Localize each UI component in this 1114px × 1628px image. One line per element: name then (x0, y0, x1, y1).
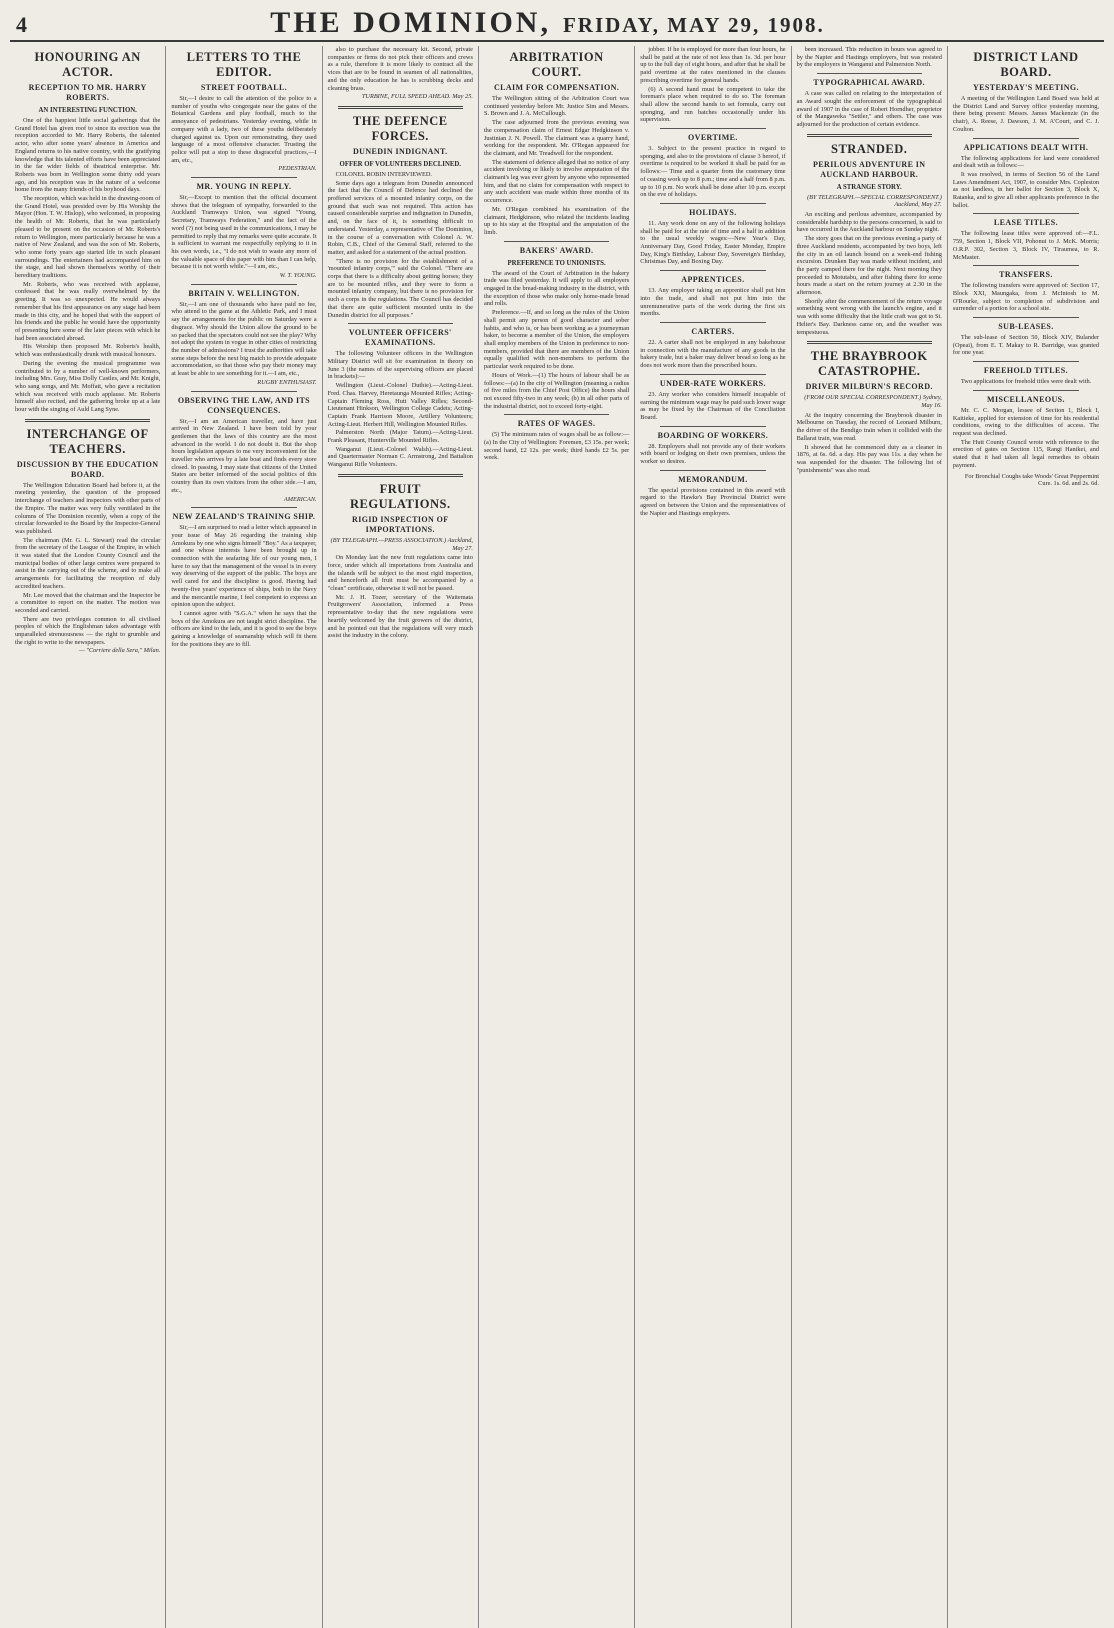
article-paragraph: His Worship then proposed Mr. Roberts's health, which was enthusiastically drunk with musical honours. (15, 343, 161, 359)
article-paragraph: I cannot agree with "S.G.A." when he says that the boys of the Amokura are not taught strict discipline. The officers are kind to the lads, and it is good to see the boys gaining a knowledge of seamanship which will fit them for the positions they are to fill. (171, 609, 317, 648)
column-5 (635, 46, 791, 1628)
article-section (328, 106, 473, 319)
article-section (171, 50, 316, 173)
article-divider (660, 426, 765, 427)
article-paragraph: Hours of Work.—(1) The hours of labour shall be as follows:—(a) In the city of Wellington (meaning a radius of five miles from the Chief Post Office) the hours shall not exceed fifty-two in any week; (b) in all other parts of the industrial district, not to exceed forty-eight. (483, 371, 630, 410)
article-section (640, 46, 785, 124)
letter-signature: W. T. YOUNG. (279, 272, 317, 280)
column-6 (792, 46, 948, 1628)
article-headline: FRUIT REGULATIONS. (349, 481, 451, 511)
article-paragraph: also to purchase the necessary kit. Second, private companies or firms do not pick their officers and crews as a rule, therefore it is more likely to contract all the vices that are to be found in seamen of all nationalities, and the only education he has is scrubbing decks and cleaning brass. (327, 46, 473, 92)
article-headline: ARBITRATION COURT. (509, 50, 604, 79)
article-section (640, 270, 785, 318)
article-paragraph: jobber. If he is employed for more than four hours, he shall be paid at the rate of not less than 1s. 3d. per hour up to the full day of eight hours, and after that he shall be paid overtime at the rates mentioned in the clauses prescribing overtime for general hands. (640, 46, 786, 84)
article-subheading: CARTERS. (691, 326, 735, 336)
article-headline: LETTERS TO THE EDITOR. (186, 50, 302, 79)
article-paragraph: It was resolved, in terms of Section 56 of the Land Laws Amendment Act, 1907, to consider Mrs. Copleston as not landless, in her ballot for Section 3, Block X, Ratanka, and to give all other applicants preference in the ballot. (952, 170, 1100, 209)
article-section (640, 470, 785, 518)
article-paragraph: The reception, which was held in the drawing-room of the Grand Hotel, was presided over by His Worship the Mayor (Hon. T. W. Hislop), who welcomed, in proposing the health of Mr. Roberts, that he was particularly pleased to be present on the occasion of Mr. Roberts's return to Wellington, more particularly because he was a native of New Zealand, and was the son of Mr. Roberts, who some forty years ago started life in such pleasant surroundings. The entertainers had accompanied him on the stage, and had shown themselves worthy of their hereditary traditions. (15, 195, 161, 280)
article-paragraph: 13. Any employer taking an apprentice shall put him into the trade, and shall not put him into the unremunerative parts of the work during the first six months. (640, 287, 786, 318)
article-paragraph: The following applications for land were considered and dealt with as follows:— (952, 154, 1100, 170)
article-section (328, 323, 473, 469)
article-paragraph: The sub-lease of Section 50, Block XIV, Bulander (Opeai), from E. T. Makay to R. Barridge, was granted for one year. (952, 334, 1100, 357)
article-subheading: BRITAIN V. WELLINGTON. (188, 288, 300, 298)
article-paragraph: Mr. C. C. Morgan, lessee of Section 1, Block I, Kaitieke, applied for extension of time for his residential conditions, owing to the difficulties of access. The request was declined. (952, 406, 1100, 437)
column-2 (166, 46, 322, 1628)
article-section (953, 50, 1099, 134)
article-subsubheading: AN INTERESTING FUNCTION. (38, 107, 137, 114)
article-paragraph: 22. A carter shall not be employed in any bakehouse in connection with the manufacture of any goods in the bakery trade, but a baker may deliver bread so long as he does not work more than the prescribed hours. (640, 338, 786, 370)
article-section (640, 322, 785, 370)
article-divider (660, 270, 765, 271)
article-divider (817, 73, 922, 74)
article-subheading: YESTERDAY'S MEETING. (972, 83, 1079, 92)
article-divider (973, 361, 1079, 362)
article-paragraph: The statement of defence alleged that no notice of any accident involving or likely to involve amputation of the claimant's leg was ever given by anyone who represented him, and that no claim for compensation with respect to any such accident was made within three months of its occurrence. (483, 158, 630, 205)
article-subheading: RIGID INSPECTION OF IMPORTATIONS. (352, 514, 449, 534)
article-divider (660, 322, 765, 323)
section-divider (338, 474, 463, 477)
advertisement-line: For Bronchial Coughs take Woods' Great Peppermint Cure. 1s. 6d. and 2s. 6d. (964, 472, 1100, 488)
article-subheading: LEASE TITLES. (993, 218, 1059, 228)
section-divider (338, 106, 463, 109)
columns-container (10, 46, 1104, 1628)
article-subheading: RECEPTION TO MR. HARRY ROBERTS. (28, 83, 147, 102)
article-paragraph: There are two privileges common to all civilised peoples of which the Englishman takes advantage with unparalleled strenuousness — the right to grumble and the right to write to the newspapers. (15, 615, 161, 646)
article-paragraph: 3. Subject to the present practice in regard to sponging, and also to the provisions of clause 3 hereof, if overtime is required to be worked it shall be paid for as follows:— Time and a quarter from the customary time of ceasing work up to 8 p.m.; time and a half from 8 p.m. up to 10 p.m. No work shall be done after 10 p.m. except on the eve of holidays. (640, 145, 786, 199)
article-paragraph: The special provisions contained in this award with regard to the Hawke's Bay Provincial District were agreed on between the Union and the representatives of the Napier and Hastings employers. (640, 486, 786, 517)
article-subheading: UNDER-RATE WORKERS. (659, 378, 766, 388)
article-divider (191, 391, 296, 392)
column-1 (10, 46, 166, 1628)
article-paragraph: Sir,—Except to mention that the official document shows that the telegram of sympathy, forwarded to the Auckland Tramways Union, was signed "Young, Secretary, Tramways Federation," and the fact of the word (?) not being used in the communications, I may be permitted to reply that my remarks were quite accurate. It is sufficient to warrant me respectfully replying to it in his own words, i.e., "I do not wish to waste any more of the valuable space of this paper with him than I can help, because it is not worth while."—I am, etc., (171, 194, 317, 271)
article-subheading: MISCELLANEOUS. (987, 394, 1065, 404)
article-subsubheading: OFFER OF VOLUNTEERS DECLINED. (339, 160, 462, 168)
article-paragraph: The award of the Court of Arbitration in the bakery trade was filed yesterday. It will apply to all employers engaged in the bread-making industry in the district, with the exception of those who make only home-made bread and rolls. (483, 269, 630, 308)
article-paragraph: Wanganui (Lieut.-Colonel Walsh).—Acting-Lieut. and Quartermaster Norman C. Armstrong, 2nd Battalion Wanganui Rifle Volunteers. (327, 445, 473, 469)
article-headline: STRANDED. (831, 141, 908, 156)
article-paragraph: Mr. O'Regan combined his examination of the claimant, Hedgkinson, who related the incidents leading up to his stay at the Hospital and the amputation of the limb. (483, 205, 630, 236)
article-paragraph: COLONEL ROBIN INTERVIEWED. (335, 170, 432, 178)
article-subheading: TYPOGRAPHICAL AWARD. (813, 78, 925, 88)
article-section (328, 46, 473, 101)
article-subheading: FREEHOLD TITLES. (983, 366, 1068, 376)
article-subheading: MR. YOUNG IN REPLY. (196, 182, 292, 192)
article-section (953, 390, 1099, 470)
article-divider (504, 241, 609, 242)
article-paragraph: The following lease titles were approved of:—F.L. 759, Section 1, Block VII, Pohonui to J. McK. Morris; O.R.P. 302, Section 3, Block IV, Tiraumea, to R. McMaster. (952, 230, 1100, 261)
article-section (953, 138, 1099, 210)
article-dateline: (BY TELEGRAPH.—PRESS ASSOCIATION.) Auckland, May 27. (330, 536, 473, 552)
article-subheading: DISCUSSION BY THE EDUCATION BOARD. (16, 459, 159, 479)
article-divider (973, 317, 1079, 318)
article-section (15, 419, 160, 655)
article-paragraph: At the inquiry concerning the Braybrook disaster in Melbourne on Tuesday, the record of Leonard Milburn, the driver of the Bendigo train when it collided with the Ballarat train, was read. (796, 411, 942, 442)
article-subsubheading: A STRANGE STORY. (836, 183, 902, 191)
column-4 (479, 46, 635, 1628)
article-paragraph: Preference.—If, and so long as the rules of the Union shall permit any person of good character and sober habits, and who is, or has been working as a journeyman baker, to become a member of the Union, the employers shall employ members of the Union in preference to non-members, provided that there are members of the Union equally qualified with non-members to perform the particular work required to be done. (483, 309, 630, 371)
masthead-title-group (270, 6, 824, 40)
article-section (640, 426, 785, 466)
letter-signature: PEDESTRIAN. (278, 165, 317, 173)
article-section (640, 203, 785, 266)
article-paragraph: been increased. This reduction in hours was agreed to by the Napier and Hastings employers, but was resisted by the employers in Wanganui and Palmerston North. (796, 46, 942, 69)
article-subheading: HOLIDAYS. (689, 207, 737, 217)
article-subheading: STREET FOOTBALL. (200, 83, 288, 92)
letter-signature: AMERICAN. (283, 495, 317, 503)
article-paragraph: Mr. Lee moved that the chairman and the Inspector be a committee to report on the matter. The motion was seconded and carried. (15, 591, 161, 614)
article-divider (973, 265, 1079, 266)
article-paragraph: Wellington (Lieut.-Colonel Duthie).—Acting-Lieut. Fred. Chas. Harvey, Heretaunga Mounted Rifles; Acting-Captain Fleming Ross, Hutt Valley Rifles; Second-Lieutenant Hinkson, Wellington College Cadets; Acting-Captain Frank Harrison Moore, Artillery Volunteers; Acting-Lieut. Herbert Hill, Wellington Mounted Rifles. (327, 382, 473, 428)
article-headline: THE BRAYBROOK CATASTROPHE. (810, 349, 928, 379)
article-subheading: RATES OF WAGES. (517, 419, 596, 429)
article-divider (504, 414, 609, 415)
article-divider (660, 470, 765, 471)
article-section (953, 213, 1099, 261)
masthead (10, 6, 1104, 42)
article-divider (660, 128, 765, 129)
article-subheading: VOLUNTEER OFFICERS' EXAMINATIONS. (348, 328, 452, 348)
article-section (797, 73, 942, 129)
article-paragraph: 11. Any work done on any of the following holidays shall be paid for at the rate of time and a half in addition to the usual weekly wages:—New Year's Day, Anniversary Day, Good Friday, Easter Monday, Empire Day, King's Birthday, Labour Day, Sovereign's Birthday, Christmas Day, and Boxing Day. (640, 219, 786, 266)
article-section (640, 374, 785, 422)
article-section (171, 507, 316, 648)
article-divider (660, 374, 765, 375)
article-paragraph: An exciting and perilous adventure, accompanied by considerable hardship to the persons concerned, is said to have occurred in the Auckland harbour on Sunday night. (796, 211, 942, 234)
article-headline: HONOURING AN ACTOR. (34, 50, 141, 79)
article-paragraph: The chairman (Mr. G. L. Stewart) read the circular from the secretary of the League of the Empire, in which it was stated that the London County Council and the municipal bodies of other large centres were prepared to assist in the carrying out of the scheme, and to make all arrangements for facilitating the reception of duly accredited teachers. (15, 536, 161, 590)
article-dateline: (BY TELEGRAPH.—SPECIAL CORRESPONDENT.) Auckland, May 27. (807, 193, 942, 209)
article-headline: THE DEFENCE FORCES. (352, 113, 448, 143)
article-paragraph: A meeting of the Wellington Land Board was held at the District Land and Survey office yesterday morning, there being present: Messrs. James Mackenzie (in the chair), A. Reese, J. Dawson, J. M. A'Court, and C. J. Coulton. (952, 95, 1100, 133)
article-section (328, 474, 473, 640)
article-subheading: OBSERVING THE LAW, AND ITS CONSEQUENCES. (177, 395, 311, 415)
article-divider (191, 177, 296, 178)
article-paragraph: Mr. Roberts, who was received with applause, confessed that he was really overwhelmed by the greeting. It was so unexpected. He would always remember that his first appearance on any stage had been made in this city, and he hoped that with the support of his friends and the public he would have the opportunity of presenting here some of the later pieces with which he had been associated abroad. (15, 280, 161, 342)
article-subheading: DRIVER MILBURN'S RECORD. (805, 382, 933, 392)
article-paragraph: Sir,—I am one of thousands who have paid no fee, who attend to the game at the Athletic Park, and I must say the arrangements for the public on Saturday were a disgrace. Why should the Union allow the ground to be so packed that the spectators could not see the play? Why not adopt the system in vogue in other cities of restricting the number of admissions? I trust the authorities will take some steps before the next big match to provide adequate accommodation, so that those who pay their money may at least be able to see something for it.—I am, etc., (171, 300, 317, 378)
article-section (15, 50, 160, 414)
article-section (953, 265, 1099, 313)
article-subheading: BAKERS' AWARD. (519, 245, 594, 255)
article-paragraph: Shortly after the commencement of the return voyage something went wrong with the launch's engine, and it was with some difficulty that the little craft was got to St. Helier's Bay. Darkness came on, and the weather was tempestuous. (796, 297, 942, 336)
article-paragraph: Some days ago a telegram from Dunedin announced the fact that the Council of Defence had declined the proffered services of a mounted infantry corps, on the ground that such was not required. This action has caused considerable surprise and indignation in Dunedin, and, on the face of it, is something difficult to understand. Yesterday, a representative of The Dominion, in the course of a conversation with Colonel A. W. Robin, C.B., Chief of the General Staff, referred to the matter, and asked for a statement of the actual position. (327, 179, 473, 256)
article-section (484, 241, 629, 411)
newspaper-title: THE DOMINION, (270, 6, 551, 39)
section-divider (807, 341, 932, 344)
article-paragraph: The following Volunteer officers in the Wellington Military District will sit for examination in theory on June 3 (the names of the supervising officers are placed in brackets):— (327, 350, 473, 381)
article-paragraph: The Wellington Education Board had before it, at the meeting yesterday, the question of the proposed interchange of teachers and inspectors with other parts of the Empire. The matter was very fully ventilated in the columns of The Dominion recently, when a copy of the circular forwarded to the Board by the Inspector-General was published. (15, 481, 161, 535)
issue-date: FRIDAY, MAY 29, 1908. (562, 13, 825, 37)
article-paragraph: Palmerston North (Major Tatum).—Acting-Lieut. Frank Pleasant, Hunterville Mounted Rifles. (327, 429, 473, 445)
article-subheading: BOARDING OF WORKERS. (657, 430, 769, 440)
article-section (953, 361, 1099, 386)
article-section (640, 128, 785, 199)
article-subheading: SUB-LEASES. (998, 322, 1054, 332)
article-paragraph: The story goes that on the previous evening a party of three Auckland residents, accompanied by two boys, left the city in an oil launch bound on a week-end fishing excursion. Drunken Bay was made without incident, and the party camped there for the night. Next morning they proceeded to Motutabu, and after fishing there for some hours made a start on the return journey at 2.30 in the afternoon. (796, 235, 942, 297)
article-paragraph: On Monday last the new fruit regulations came into force, under which all importations from Australia and the islands will be subject to the most rigid inspection, and henceforth all fruit must be accompanied by a "clean" certificate, otherwise it will not be passed. (327, 554, 473, 593)
article-dateline: (FROM OUR SPECIAL CORRESPONDENT.) Sydney, May 16. (804, 394, 942, 409)
article-paragraph: Mr. J. H. Tozer, secretary of the Waitemata Fruitgrowers' Association, informed a Press representative to-day that the new regulations were heartily welcomed by the fruit growers of the district, and he pointed out that the regulations will very much assist the industry in the colony. (327, 593, 473, 640)
article-section (171, 391, 316, 504)
article-subheading: MEMORANDUM. (678, 474, 748, 484)
article-divider (660, 203, 765, 204)
article-paragraph: (6) A second hand must be competent to take the foreman's place when required to do so. The foreman shall allow the second hands to set formula, carry out sponging, and run batches occasionally under his supervision. (640, 85, 786, 124)
article-paragraph: Sir,—I desire to call the attention of the police to a number of youths who congregate near the gates of the Botanical Gardens and play football, much to the annoyance of pedestrians. Yesterday evening, while in company with a lady, two of these youths deliberately charged against us. Upon our remonstrating, they used language of a most offensive character. Trusting the police will put a stop to these disgraceful practices,—I am, etc., (171, 95, 317, 164)
article-divider (348, 323, 453, 324)
article-divider (973, 213, 1079, 214)
article-section (797, 134, 942, 337)
section-divider (25, 419, 150, 422)
column-7 (948, 46, 1104, 1628)
article-subheading: APPLICATIONS DEALT WITH. (963, 142, 1089, 152)
article-paragraph: Sir,—I am surprised to read a letter which appeared in your issue of May 26 regarding the training ship Amokura by one who signs himself "Boy." As a taxpayer, and one whose interests have been brought up in connection with the seafaring life of our young men, I have to say that the management of the vessel is in every way deserving of the support of the public. The boys are well cared for and the discipline is good. Having had twenty-five years' experience of ships, both in the Navy and the mercantile marine, I feel competent to express an opinion upon the subject. (171, 524, 317, 609)
article-divider (973, 138, 1079, 139)
article-paragraph: 28. Employers shall not provide any of their workers with board or lodging on their own premises, unless the worker so desires. (640, 442, 786, 466)
article-section (797, 341, 942, 474)
letter-signature: — "Corriere della Sera," Milan. (79, 647, 161, 655)
article-paragraph: Two applications for freehold titles were dealt with. (960, 378, 1092, 386)
article-section (953, 317, 1099, 357)
article-paragraph: A case was called on relating to the interpretation of an Award sought the enforcement of the typographical award of 1907 in the case of Robert Horndher, proprietor of the Mangaweka "Settler," and others. The case was adjourned for the production of certain evidence. (796, 90, 942, 128)
article-subheading: PERILOUS ADVENTURE IN AUCKLAND HARBOUR. (813, 159, 926, 179)
article-headline: DISTRICT LAND BOARD. (973, 50, 1079, 79)
article-section (171, 177, 316, 280)
article-paragraph: The case adjourned from the previous evening was the compensation claim of Ernest Edgar Hedgkinson v. Justinian J. N. Powell. The claimant was a quarry hand, working for the respondent. Mr. O'Regan appeared for the claimant, and Mr. Treadwell for the respondent. (483, 119, 630, 157)
article-subsubheading: PREFERENCE TO UNIONISTS. (507, 259, 606, 267)
article-section (484, 50, 629, 237)
article-paragraph: It showed that he commenced duty as a cleaner in 1876, at 6s. 6d. a day. His pay was 11s. a day when he was suspended for the disaster. The following list of "punishments" was also read. (796, 443, 942, 474)
article-subheading: CLAIM FOR COMPENSATION. (493, 83, 620, 92)
article-subheading: APPRENTICES. (681, 275, 745, 285)
article-subheading: TRANSFERS. (999, 270, 1053, 280)
article-divider (191, 284, 296, 285)
letter-signature: TURBINE, FULL SPEED AHEAD. May 25. (361, 93, 473, 101)
article-section (484, 414, 629, 462)
article-paragraph: Sir,—I am an American traveller, and have just arrived in New Zealand. I have been told by your gentlemen that the laws of this country are the most advanced in the world. I do not doubt it. But the shop hours legislation appears to me very inconvenient for the traveller who arrives by a late boat and finds every store closed. In passing, I may state that citizens of the United States are better informed of the social politics of this country than its own visitors from the other side.—I am, etc., (171, 417, 317, 494)
article-headline: INTERCHANGE OF TEACHERS. (26, 426, 149, 456)
article-paragraph: The Hutt County Council wrote with reference to the erection of gates on Section 115, Rangi Hanikei, and stated that it had taken all legal remedies to obtain payment. (952, 438, 1100, 469)
article-paragraph: The Wellington sitting of the Arbitration Court was continued yesterday before Mr. Justice Sim and Messrs. S. Brown and J. A. McCullough. (483, 95, 630, 118)
letter-signature: RUGBY ENTHUSIAST. (257, 378, 317, 386)
section-divider (807, 134, 932, 137)
article-paragraph: 23. Any worker who considers himself incapable of earning the minimum wage may be paid such lower wage as may be fixed by the Chairman of the Conciliation Board. (640, 390, 786, 421)
column-3 (323, 46, 479, 1628)
article-section (171, 284, 316, 387)
page-number: 4 (16, 12, 27, 37)
article-paragraph: The following transfers were approved of: Section 17, Block XXI, Maungaka, from J. McIntosh to M. O'Rourke, subject to completion of subdivision and surrender of a portion for a school site. (952, 282, 1100, 313)
article-section (797, 46, 942, 69)
article-paragraph: One of the happiest little social gatherings that the Grand Hotel has given roof to since its erection was the reception accorded to Mr. Harry Roberts, the talented actor, who after some years' absence in America and England returns to his native country, with the gratifying knowledge that his talented efforts have been appreciated in the far wider fields of theatrical enterprise. Mr. Roberts was born in Wellington some thirty odd years ago, and his reception was in the nature of a welcome home from the many friends of his boyhood days. (15, 117, 161, 194)
article-paragraph: "There is no provision for the establishment of a 'mounted infantry corps,'" said the Colonel. "There are corps that there is a difficulty about getting horses; they are to be mounted rifles, and they were to form a mounted infantry company, but there is no provision for such a corps in the regulations. The Council has decided that there are quite sufficient mounted units in the Dunedin district for all purposes." (327, 257, 473, 319)
article-subheading: OVERTIME. (688, 133, 738, 143)
article-subheading: DUNEDIN INDIGNANT. (352, 146, 448, 156)
article-paragraph: During the evening the musical programme was contributed to by a number of well-known performers, including Mrs. Gray, Miss Dolly Castles, and Mr. Knight, who sang songs, and Mr. Moffatt, who gave a recitation which was received with much applause. Mr. Roberts himself also recited, and the gathering broke up at a late hour with the singing of Auld Lang Syne. (15, 359, 161, 414)
article-divider (973, 390, 1079, 391)
article-paragraph: (5) The minimum rates of wages shall be as follow:—(a) In the City of Wellington: Foremen, £3 15s. per week; second hand, £2 12s. per week; third hands £2 5s. per week. (483, 431, 630, 462)
article-subheading: NEW ZEALAND'S TRAINING SHIP. (172, 512, 316, 522)
article-divider (191, 507, 296, 508)
